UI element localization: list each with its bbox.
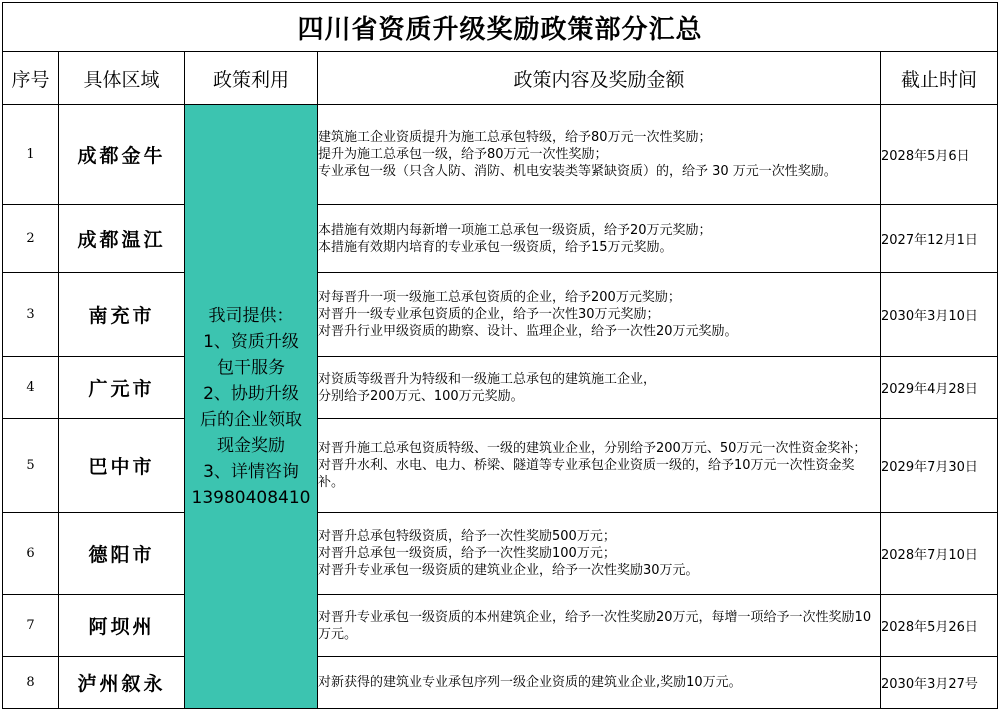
policy-use-line: 1、资质升级: [203, 331, 299, 352]
content-line: 分别给予200万元、100万元奖励。: [318, 388, 524, 404]
table-row: [3, 419, 998, 513]
row-deadline: 2028年7月10日: [881, 513, 998, 595]
table-row: [3, 513, 998, 595]
row-deadline: 2030年3月10日: [881, 273, 998, 357]
content-line: 对晋升总承包一级资质，给予一次性奖励100万元；: [318, 546, 616, 561]
row-region: 成都温江: [59, 205, 185, 273]
row-index: 8: [3, 657, 59, 709]
row-deadline: 2029年4月28日: [881, 357, 998, 419]
row-region: 泸州叙永: [59, 657, 185, 709]
title-row: [3, 3, 998, 52]
content-line: 对晋升水利、水电、电力、桥梁、隧道等专业承包企业资质一级的，给予10万元一次性资金奖补。: [318, 458, 855, 490]
row-index: 4: [3, 357, 59, 419]
policy-use-line: 3、详情咨询: [203, 461, 299, 482]
table-row: [3, 105, 998, 205]
row-content: [318, 419, 881, 513]
content-line: 对晋升专业承包一级资质的本州建筑企业，给予一次性奖励20万元，每增一项给予一次性奖励10万元。: [318, 609, 872, 642]
content-line: 对晋升一级专业承包资质的企业，给予一次性30万元奖励；: [318, 307, 660, 322]
row-index: 1: [3, 105, 59, 205]
row-content: [318, 105, 881, 205]
row-index: 5: [3, 419, 59, 513]
policy-table: [2, 2, 998, 709]
header-index: 序号: [3, 52, 59, 105]
row-index: 6: [3, 513, 59, 595]
content-line: 专业承包一级（只含人防、消防、机电安装类等紧缺资质）的，给予 30 万元一次性奖励。: [318, 164, 837, 179]
row-index: 2: [3, 205, 59, 273]
row-deadline: 2027年12月1日: [881, 205, 998, 273]
content-line: 对新获得的建筑业专业承包序列一级企业资质的建筑业企业,奖励10万元。: [318, 675, 742, 690]
row-deadline: 2029年7月30日: [881, 419, 998, 513]
header-region: 具体区域: [59, 52, 185, 105]
table-row: [3, 205, 998, 273]
table-row: [3, 273, 998, 357]
content-line: 对晋升施工总承包资质特级、一级的建筑业企业，分别给予200万元、50万元一次性资金奖补；: [318, 441, 867, 456]
header-policy-use: 政策利用: [185, 52, 318, 105]
content-line: 对晋升行业甲级资质的勘察、设计、监理企业，给予一次性20万元奖励。: [318, 324, 738, 339]
row-content: [318, 595, 881, 657]
row-deadline: 2028年5月6日: [881, 105, 998, 205]
row-region: 广元市: [59, 357, 185, 419]
content-line: 建筑施工企业资质提升为施工总承包特级，给予80万元一次性奖励；: [318, 130, 712, 145]
row-content: [318, 513, 881, 595]
policy-use-cell: [185, 105, 318, 709]
row-deadline: 2028年5月26日: [881, 595, 998, 657]
content-line: 本措施有效期内每新增一项施工总承包一级资质，给予20万元奖励；: [318, 222, 712, 238]
row-deadline: 2030年3月27号: [881, 657, 998, 709]
content-line: 对晋升总承包特级资质，给予一次性奖励500万元；: [318, 529, 616, 544]
header-content: 政策内容及奖励金额: [318, 52, 881, 105]
row-content: [318, 357, 881, 419]
content-line: 本措施有效期内培育的专业承包一级资质，给予15万元奖励。: [318, 239, 673, 255]
row-content: [318, 205, 881, 273]
table-row: [3, 657, 998, 709]
policy-use-line: 现金奖励: [217, 435, 285, 456]
table-row: [3, 357, 998, 419]
table-row: [3, 595, 998, 657]
header-deadline: 截止时间: [881, 52, 998, 105]
row-region: 巴中市: [59, 419, 185, 513]
policy-use-line: 13980408410: [191, 487, 311, 508]
row-region: 成都金牛: [59, 105, 185, 205]
policy-use-line: 后的企业领取: [200, 409, 302, 430]
content-line: 提升为施工总承包一级，给予80万元一次性奖励；: [318, 147, 608, 162]
policy-use-line: 包干服务: [217, 357, 285, 378]
page-title: 四川省资质升级奖励政策部分汇总: [3, 3, 998, 52]
content-line: 对资质等级晋升为特级和一级施工总承包的建筑施工企业，: [318, 371, 657, 387]
table-body: [3, 105, 998, 709]
policy-use-line: 2、协助升级: [203, 383, 299, 404]
row-region: 南充市: [59, 273, 185, 357]
row-region: 阿坝州: [59, 595, 185, 657]
content-line: 对晋升专业承包一级资质的建筑业企业，给予一次性奖励30万元。: [318, 563, 699, 578]
row-index: 7: [3, 595, 59, 657]
row-index: 3: [3, 273, 59, 357]
row-region: 德阳市: [59, 513, 185, 595]
content-line: 对每晋升一项一级施工总承包资质的企业，给予200万元奖励；: [318, 290, 681, 305]
row-content: [318, 273, 881, 357]
row-content: [318, 657, 881, 709]
header-row: [3, 52, 998, 105]
policy-use-line: 我司提供：: [208, 305, 294, 326]
